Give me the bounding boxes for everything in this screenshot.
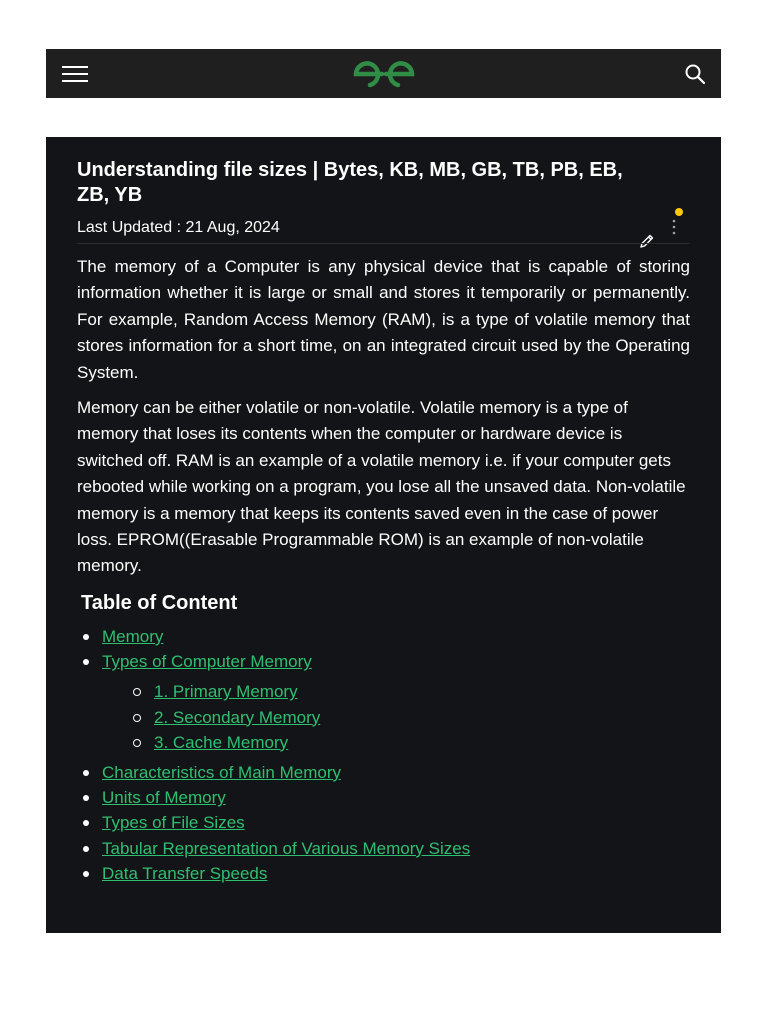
toc-subitem [102, 730, 677, 755]
gfg-logo-icon[interactable] [352, 57, 416, 91]
site-header [46, 49, 721, 98]
volatility-paragraph: Memory can be either volatile or non-volatile. Volatile memory is a type of memory that loses its contents when the computer or hardware device is switched off. RAM is an example of a volatile memory i.e. if your computer gets rebooted while working on a program, you lose all the unsaved data. Non-volatile memory is a memory that keeps its contents saved even in the case of power loss. EPROM((Erasable Programmable ROM) is an example of non-volatile memory. [77, 398, 686, 576]
toc-link-types-of-file-sizes[interactable]: Types of File Sizes [102, 813, 245, 833]
search-icon[interactable] [685, 64, 705, 84]
toc-link-tabular-representation[interactable]: Tabular Representation of Various Memory Sizes [102, 838, 471, 858]
toc-subitem [102, 679, 677, 704]
intro-paragraph: The memory of a Computer is any physical device that is capable of storing information whether it is large or small and stores it temporarily or permanently. For example, Random Access Memory (RAM), is a type of volatile memory that stores information for a short time, on an integrated circuit used by the Operating System. [77, 257, 690, 382]
toc-item [77, 785, 677, 810]
toc-link-data-transfer-speeds[interactable]: Data Transfer Speeds [102, 863, 268, 883]
toc-item [77, 760, 677, 785]
toc-item [77, 810, 677, 835]
toc-link-primary-memory[interactable]: 1. Primary Memory [154, 682, 298, 702]
toc-link-memory[interactable]: Memory [102, 627, 164, 646]
toc-link-units-of-memory[interactable]: Units of Memory [102, 788, 226, 808]
toc-item [77, 624, 677, 649]
article-title: Understanding file sizes | Bytes, KB, MB, GB, TB, PB, EB, ZB, YB [77, 159, 623, 206]
table-of-contents [77, 624, 677, 886]
more-options-icon[interactable] [668, 216, 680, 238]
title-divider [77, 243, 690, 244]
toc-subitem [102, 705, 677, 730]
edit-pencil-icon[interactable] [639, 233, 655, 249]
last-updated-date: 21 Aug, 2024 [185, 219, 280, 236]
last-updated-label: Last Updated : [77, 219, 186, 236]
notification-dot [675, 208, 683, 216]
toc-link-types-of-computer-memory[interactable]: Types of Computer Memory [102, 652, 312, 672]
article-card [46, 137, 721, 933]
toc-sublist [102, 679, 677, 755]
last-updated [77, 218, 280, 238]
toc-item [77, 649, 677, 755]
toc-link-characteristics[interactable]: Characteristics of Main Memory [102, 763, 342, 783]
toc-link-secondary-memory[interactable]: 2. Secondary Memory [154, 707, 321, 727]
toc-heading: Table of Content [81, 592, 238, 614]
toc-item [77, 836, 677, 861]
hamburger-menu-icon[interactable] [62, 66, 88, 82]
toc-link-cache-memory[interactable]: 3. Cache Memory [154, 732, 289, 752]
toc-item [77, 861, 677, 886]
